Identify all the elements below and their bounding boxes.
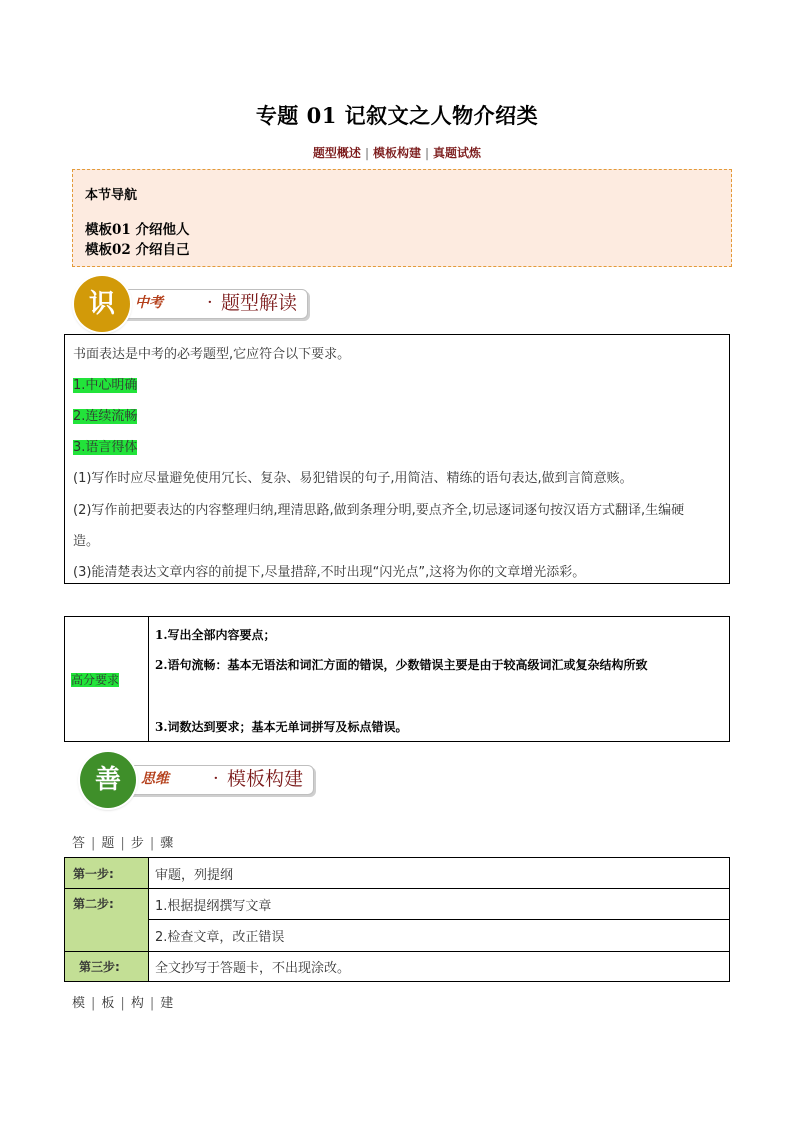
step-content-cell: 1.根据提纲撰写文章 xyxy=(149,889,730,920)
step-label-cell: 第二步: xyxy=(65,889,149,952)
navigation-item-template-02[interactable]: 模板02 介绍自己 xyxy=(85,242,190,258)
navigation-item-template-01[interactable]: 模板01 介绍他人 xyxy=(85,222,190,238)
page-title: 专题 01 记叙文之人物介绍类 xyxy=(255,103,539,128)
point-fluency: 2.连续流畅 xyxy=(73,409,138,424)
answer-steps-table xyxy=(64,857,730,982)
requirements-content-cell xyxy=(149,617,730,742)
navigation-heading: 本节导航 xyxy=(85,188,138,203)
banner-question-type xyxy=(74,276,314,334)
requirements-label-cell xyxy=(65,617,149,742)
subnav-item-overview[interactable]: 题型概述 xyxy=(312,146,361,160)
banner-accent-text: 思维 xyxy=(141,771,169,787)
point-central-idea: 1.中心明确 xyxy=(73,378,138,393)
banner-bar xyxy=(124,765,314,795)
answer-steps-label: 答 | 题 | 步 | 骤 xyxy=(72,836,174,851)
step-label-cell: 第三步: xyxy=(65,952,149,982)
banner-circle-icon: 善 xyxy=(80,752,136,808)
step-content-cell: 全文抄写于答题卡，不出现涂改。 xyxy=(149,952,730,982)
label-char: 板 xyxy=(101,996,115,1011)
step-content-cell: 审题，列提纲 xyxy=(149,858,730,889)
label-char: 答 xyxy=(72,836,86,851)
requirements-intro-box xyxy=(64,334,730,584)
label-char: 建 xyxy=(160,996,174,1011)
banner-bar xyxy=(118,289,308,319)
point-language: 3.语言得体 xyxy=(73,440,138,455)
label-char: 模 xyxy=(72,996,86,1011)
subnav-item-practice[interactable]: 真题试炼 xyxy=(433,146,482,160)
detail-line: (3)能清楚表达文章内容的前提下,尽量措辞,不时出现“闪光点”,这将为你的文章增光添彩。 xyxy=(73,565,586,580)
banner-circle-icon: 识 xyxy=(74,276,130,332)
label-char: 构 xyxy=(130,996,144,1011)
label-char: 题 xyxy=(101,836,115,851)
label-char: 步 xyxy=(130,836,144,851)
template-build-label: 模 | 板 | 构 | 建 xyxy=(72,996,174,1011)
high-score-requirements-table xyxy=(64,616,730,742)
requirement-item: 3.词数达到要求；基本无单词拼写及标点错误。 xyxy=(155,720,408,734)
section-subnav xyxy=(0,144,794,161)
banner-accent-text: 中考 xyxy=(135,295,163,311)
intro-text: 书面表达是中考的必考题型,它应符合以下要求。 xyxy=(73,347,351,362)
banner-dot: · xyxy=(213,768,219,789)
subnav-separator: | xyxy=(364,146,369,160)
banner-template-build xyxy=(80,752,320,810)
requirement-item: 1.写出全部内容要点； xyxy=(155,628,276,642)
step-content-cell: 2.检查文章，改正错误 xyxy=(149,920,730,952)
requirement-item: 2.语句流畅：基本无语法和词汇方面的错误，少数错误主要是由于较高级词汇或复杂结构所致 xyxy=(155,658,648,672)
banner-text: 模板构建 xyxy=(227,768,304,790)
label-char: 骤 xyxy=(160,836,174,851)
requirements-label: 高分要求 xyxy=(71,672,120,687)
detail-line: 造。 xyxy=(73,534,100,549)
step-label-cell: 第一步: xyxy=(65,858,149,889)
subnav-separator: | xyxy=(425,146,430,160)
banner-dot: · xyxy=(207,292,213,313)
section-navigation-box xyxy=(72,169,732,267)
detail-line: (2)写作前把要表达的内容整理归纳,理清思路,做到条理分明,要点齐全,切忌逐词逐句按汉语方式翻译,生编硬 xyxy=(73,503,685,518)
detail-line: (1)写作时应尽量避免使用冗长、复杂、易犯错误的句子,用简洁、精练的语句表达,做到言简意赅。 xyxy=(73,471,633,486)
banner-text: 题型解读 xyxy=(221,292,298,314)
subnav-item-template[interactable]: 模板构建 xyxy=(372,146,421,160)
